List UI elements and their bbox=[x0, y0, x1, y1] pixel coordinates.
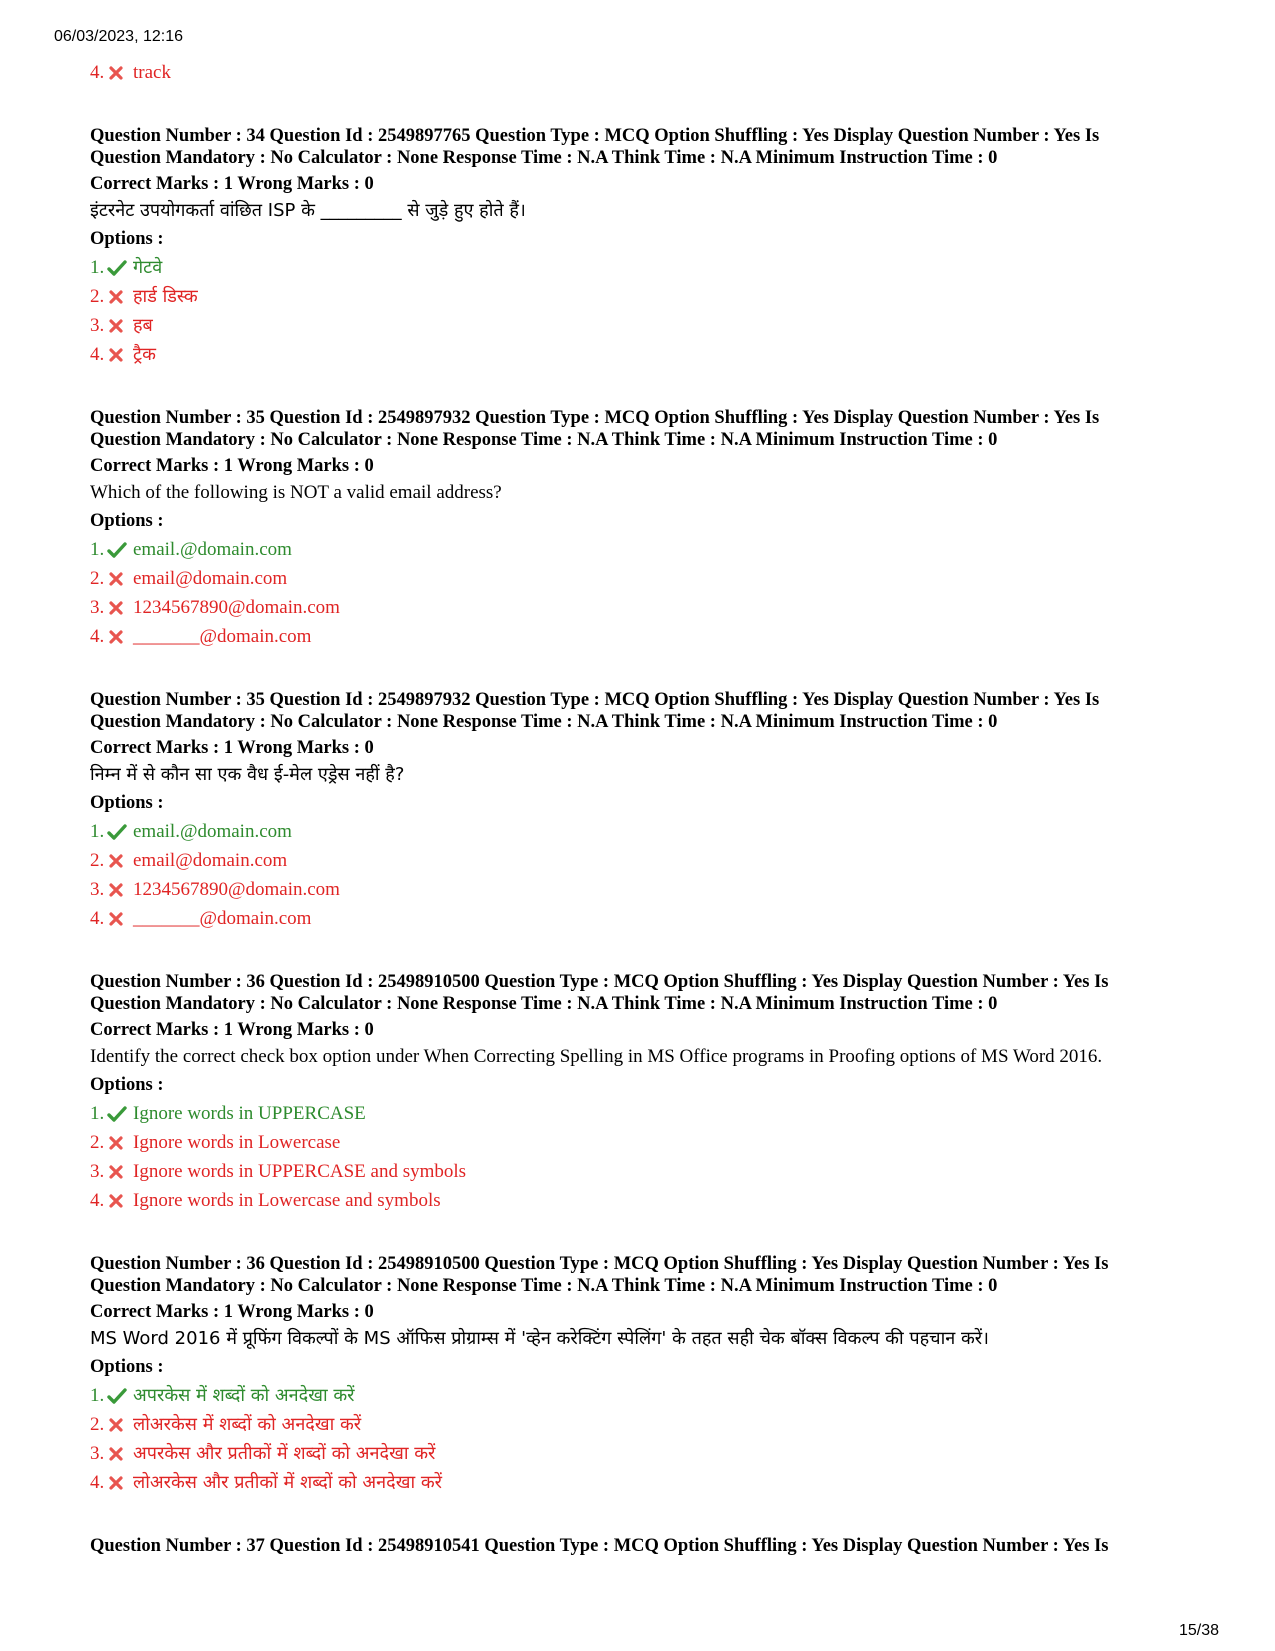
option-number: 1. bbox=[90, 821, 105, 842]
option-1 bbox=[90, 253, 1230, 282]
option-text: गेटवे bbox=[133, 257, 163, 278]
print-timestamp: 06/03/2023, 12:16 bbox=[54, 28, 184, 45]
question-meta-line1: Question Number : 36 Question Id : 25498910500 Question Type : MCQ Option Shuffling : Yes Display Question Number : Yes Is bbox=[90, 972, 1109, 992]
question-meta-line1: Question Number : 36 Question Id : 25498910500 Question Type : MCQ Option Shuffling : Yes Display Question Number : Yes Is bbox=[90, 1254, 1109, 1274]
option-1 bbox=[90, 817, 1230, 846]
check-icon bbox=[107, 541, 129, 559]
question-text: Which of the following is NOT a valid email address? bbox=[90, 482, 502, 503]
option-text: लोअरकेस और प्रतीकों में शब्दों को अनदेखा करें bbox=[133, 1472, 443, 1493]
cross-icon bbox=[107, 881, 129, 899]
option-text: Ignore words in UPPERCASE and symbols bbox=[133, 1161, 467, 1182]
option-number: 3. bbox=[90, 597, 105, 618]
option-number: 3. bbox=[90, 879, 105, 900]
option-number: 3. bbox=[90, 1443, 105, 1464]
option-text: email@domain.com bbox=[133, 850, 288, 871]
question-meta-line2: Question Mandatory : No Calculator : None Response Time : N.A Think Time : N.A Minimum Instruction Time : 0 bbox=[90, 148, 998, 168]
option-4 bbox=[90, 904, 1230, 933]
question-meta-line1: Question Number : 35 Question Id : 2549897932 Question Type : MCQ Option Shuffling : Yes Display Question Number : Yes Is bbox=[90, 690, 1100, 710]
question-meta-line1: Question Number : 34 Question Id : 2549897765 Question Type : MCQ Option Shuffling : Yes Display Question Number : Yes Is bbox=[90, 126, 1100, 146]
option-text: अपरकेस में शब्दों को अनदेखा करें bbox=[133, 1385, 355, 1406]
question-block-36-hindi bbox=[90, 1253, 1230, 1497]
question-block-35-hindi bbox=[90, 689, 1230, 933]
option-number: 4. bbox=[90, 626, 105, 647]
option-number: 1. bbox=[90, 539, 105, 560]
option-2 bbox=[90, 1410, 1230, 1439]
option-2 bbox=[90, 564, 1230, 593]
option-number: 3. bbox=[90, 315, 105, 336]
option-text: _______@domain.com bbox=[133, 908, 312, 929]
cross-icon bbox=[107, 599, 129, 617]
options-label: Options : bbox=[90, 1357, 164, 1377]
option-text: track bbox=[133, 62, 171, 83]
option-text: 1234567890@domain.com bbox=[133, 597, 340, 618]
option-text: email.@domain.com bbox=[133, 539, 292, 560]
cross-icon bbox=[107, 852, 129, 870]
question-marks: Correct Marks : 1 Wrong Marks : 0 bbox=[90, 738, 374, 758]
cross-icon bbox=[107, 288, 129, 306]
question-text: MS Word 2016 में प्रूफिंग विकल्पों के MS ऑफिस प्रोग्राम्स में 'व्हेन करेक्टिंग स्पेलिंग' के तहत सही चेक बॉक्स विकल्प की पहचान करें। bbox=[90, 1328, 989, 1349]
option-1 bbox=[90, 1381, 1230, 1410]
option-text: हार्ड डिस्क bbox=[133, 286, 198, 307]
question-block-34-hindi bbox=[90, 125, 1230, 369]
option-text: Ignore words in UPPERCASE bbox=[133, 1103, 366, 1124]
question-meta-line1: Question Number : 35 Question Id : 2549897932 Question Type : MCQ Option Shuffling : Yes Display Question Number : Yes Is bbox=[90, 408, 1100, 428]
question-meta-line1: Question Number : 37 Question Id : 25498910541 Question Type : MCQ Option Shuffling : Yes Display Question Number : Yes Is bbox=[90, 1536, 1109, 1556]
check-icon bbox=[107, 1105, 129, 1123]
question-meta-line2: Question Mandatory : No Calculator : None Response Time : N.A Think Time : N.A Minimum Instruction Time : 0 bbox=[90, 1276, 998, 1296]
option-number: 2. bbox=[90, 286, 105, 307]
options-label: Options : bbox=[90, 229, 164, 249]
option-number: 2. bbox=[90, 850, 105, 871]
option-text: Ignore words in Lowercase bbox=[133, 1132, 341, 1153]
option-text: email.@domain.com bbox=[133, 821, 292, 842]
option-2 bbox=[90, 1128, 1230, 1157]
options-label: Options : bbox=[90, 1075, 164, 1095]
question-text: Identify the correct check box option under When Correcting Spelling in MS Office programs in Proofing options of MS Word 2016. bbox=[90, 1046, 1103, 1067]
cross-icon bbox=[107, 64, 129, 82]
cross-icon bbox=[107, 1416, 129, 1434]
option-text: हब bbox=[133, 315, 153, 336]
cross-icon bbox=[107, 1474, 129, 1492]
option-3 bbox=[90, 593, 1230, 622]
question-meta-line2: Question Mandatory : No Calculator : None Response Time : N.A Think Time : N.A Minimum Instruction Time : 0 bbox=[90, 712, 998, 732]
option-4 bbox=[90, 1468, 1230, 1497]
option-number: 1. bbox=[90, 257, 105, 278]
options-label: Options : bbox=[90, 793, 164, 813]
cross-icon bbox=[107, 1192, 129, 1210]
option-number: 4. bbox=[90, 1472, 105, 1493]
options-label: Options : bbox=[90, 511, 164, 531]
cross-icon bbox=[107, 346, 129, 364]
option-text: email@domain.com bbox=[133, 568, 288, 589]
option-number: 1. bbox=[90, 1385, 105, 1406]
question-block-36-english bbox=[90, 971, 1230, 1215]
option-number: 4. bbox=[90, 344, 105, 365]
option-number: 4. bbox=[90, 62, 105, 83]
question-meta-line2: Question Mandatory : No Calculator : None Response Time : N.A Think Time : N.A Minimum Instruction Time : 0 bbox=[90, 430, 998, 450]
option-4 bbox=[90, 340, 1230, 369]
cross-icon bbox=[107, 317, 129, 335]
cross-icon bbox=[107, 1445, 129, 1463]
option-number: 3. bbox=[90, 1161, 105, 1182]
option-text: ट्रैक bbox=[133, 344, 156, 365]
option-text: लोअरकेस में शब्दों को अनदेखा करें bbox=[133, 1414, 362, 1435]
check-icon bbox=[107, 1387, 129, 1405]
page-number: 15/38 bbox=[1178, 1622, 1219, 1639]
question-paper bbox=[90, 58, 1230, 1557]
option-3 bbox=[90, 875, 1230, 904]
cross-icon bbox=[107, 1163, 129, 1181]
question-block-37 bbox=[90, 1535, 1230, 1557]
option-number: 4. bbox=[90, 908, 105, 929]
question-marks: Correct Marks : 1 Wrong Marks : 0 bbox=[90, 174, 374, 194]
option-2 bbox=[90, 846, 1230, 875]
question-meta-line2: Question Mandatory : No Calculator : None Response Time : N.A Think Time : N.A Minimum Instruction Time : 0 bbox=[90, 994, 998, 1014]
check-icon bbox=[107, 259, 129, 277]
option-text: अपरकेस और प्रतीकों में शब्दों को अनदेखा करें bbox=[133, 1443, 436, 1464]
option-text: 1234567890@domain.com bbox=[133, 879, 340, 900]
question-marks: Correct Marks : 1 Wrong Marks : 0 bbox=[90, 456, 374, 476]
option-3 bbox=[90, 311, 1230, 340]
option-number: 2. bbox=[90, 1414, 105, 1435]
option-number: 2. bbox=[90, 568, 105, 589]
option-text: _______@domain.com bbox=[133, 626, 312, 647]
question-marks: Correct Marks : 1 Wrong Marks : 0 bbox=[90, 1020, 374, 1040]
cross-icon bbox=[107, 910, 129, 928]
option-number: 2. bbox=[90, 1132, 105, 1153]
question-marks: Correct Marks : 1 Wrong Marks : 0 bbox=[90, 1302, 374, 1322]
question-text: इंटरनेट उपयोगकर्ता वांछित ISP के _________ से जुड़े हुए होते हैं। bbox=[90, 200, 526, 221]
option-1 bbox=[90, 535, 1230, 564]
cross-icon bbox=[107, 570, 129, 588]
option-3 bbox=[90, 1157, 1230, 1186]
option-1 bbox=[90, 1099, 1230, 1128]
option-3 bbox=[90, 1439, 1230, 1468]
option-number: 1. bbox=[90, 1103, 105, 1124]
check-icon bbox=[107, 823, 129, 841]
option-2 bbox=[90, 282, 1230, 311]
option-number: 4. bbox=[90, 1190, 105, 1211]
option-4 bbox=[90, 1186, 1230, 1215]
cross-icon bbox=[107, 628, 129, 646]
question-text: निम्न में से कौन सा एक वैध ई-मेल एड्रेस नहीं है? bbox=[90, 764, 405, 785]
option-4 bbox=[90, 622, 1230, 651]
option-text: Ignore words in Lowercase and symbols bbox=[133, 1190, 441, 1211]
carryover-option bbox=[90, 58, 1230, 87]
cross-icon bbox=[107, 1134, 129, 1152]
question-block-35-english bbox=[90, 407, 1230, 651]
